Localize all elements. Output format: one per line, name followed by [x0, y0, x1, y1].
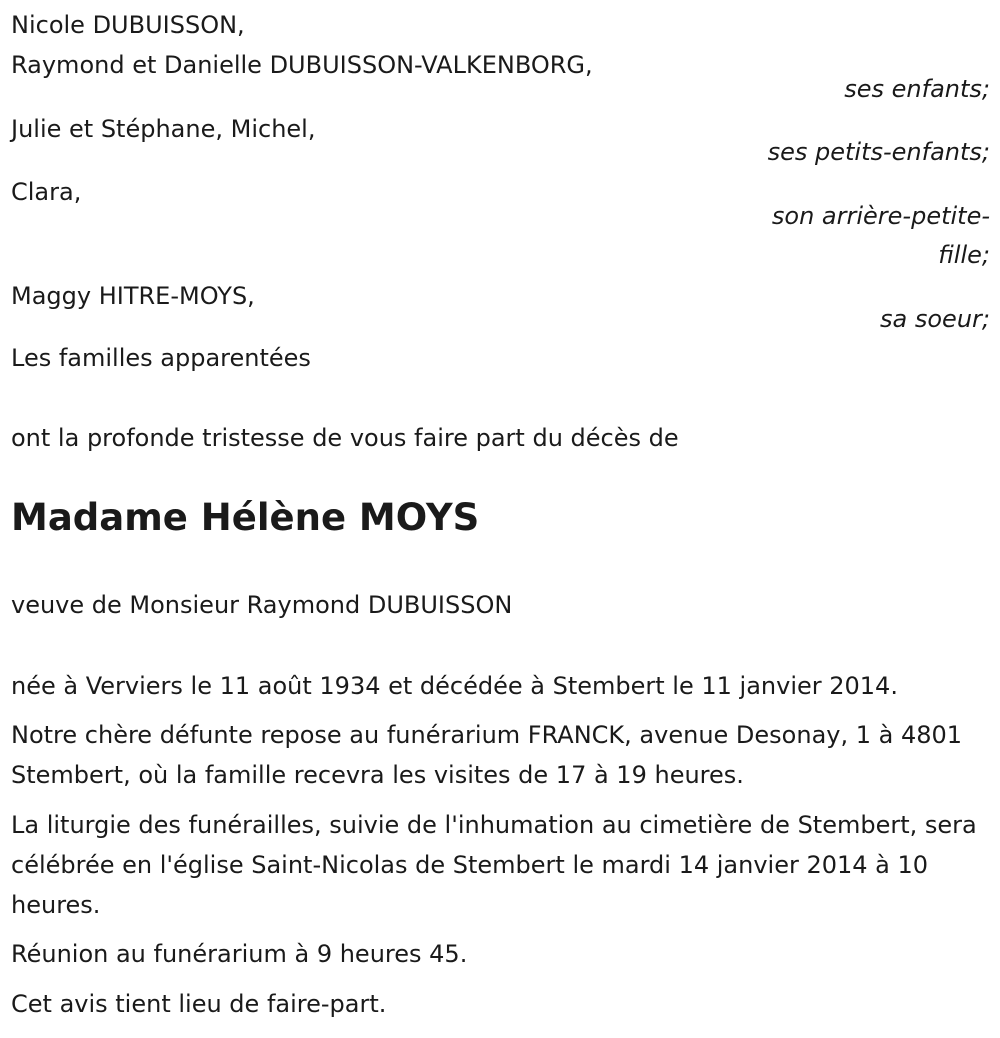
children-names-line-1: Nicole DUBUISSON, [11, 11, 245, 39]
resting-place-info: Notre chère défunte repose au funérarium FRANCK, avenue Desonay, 1 à 4801 Stembert, où la famille recevra les visites de 17 à 19 heures. [11, 721, 963, 789]
great-grandchild-name: Clara, [11, 178, 82, 206]
grandchildren-role: ses petits-enfants; [767, 138, 990, 166]
children-role: ses enfants; [844, 75, 990, 103]
announcement-text: ont la profonde tristesse de vous faire part du décès de [11, 424, 679, 452]
sister-name: Maggy HITRE-MOYS, [11, 282, 255, 310]
notice-info: Cet avis tient lieu de faire-part. [11, 990, 387, 1018]
great-grandchild-role-line-1: son arrière-petite- [771, 202, 990, 230]
sister-role: sa soeur; [880, 305, 990, 333]
grandchildren-names: Julie et Stéphane, Michel, [11, 115, 316, 143]
children-names-line-2: Raymond et Danielle DUBUISSON-VALKENBORG, [11, 51, 593, 79]
birth-death-info: née à Verviers le 11 août 1934 et décédée à Stembert le 11 janvier 2014. [11, 672, 898, 700]
liturgy-info: La liturgie des funérailles, suivie de l'inhumation au cimetière de Stembert, sera célébrée en l'église Saint-Nicolas de Stembert le mardi 14 janvier 2014 à 10 heures. [11, 811, 977, 919]
great-grandchild-role-line-2: fille; [938, 241, 990, 269]
deceased-name: Madame Hélène MOYS [11, 496, 480, 539]
widow-of: veuve de Monsieur Raymond DUBUISSON [11, 591, 513, 619]
meeting-info: Réunion au funérarium à 9 heures 45. [11, 940, 468, 968]
related-families: Les familles apparentées [11, 344, 311, 372]
